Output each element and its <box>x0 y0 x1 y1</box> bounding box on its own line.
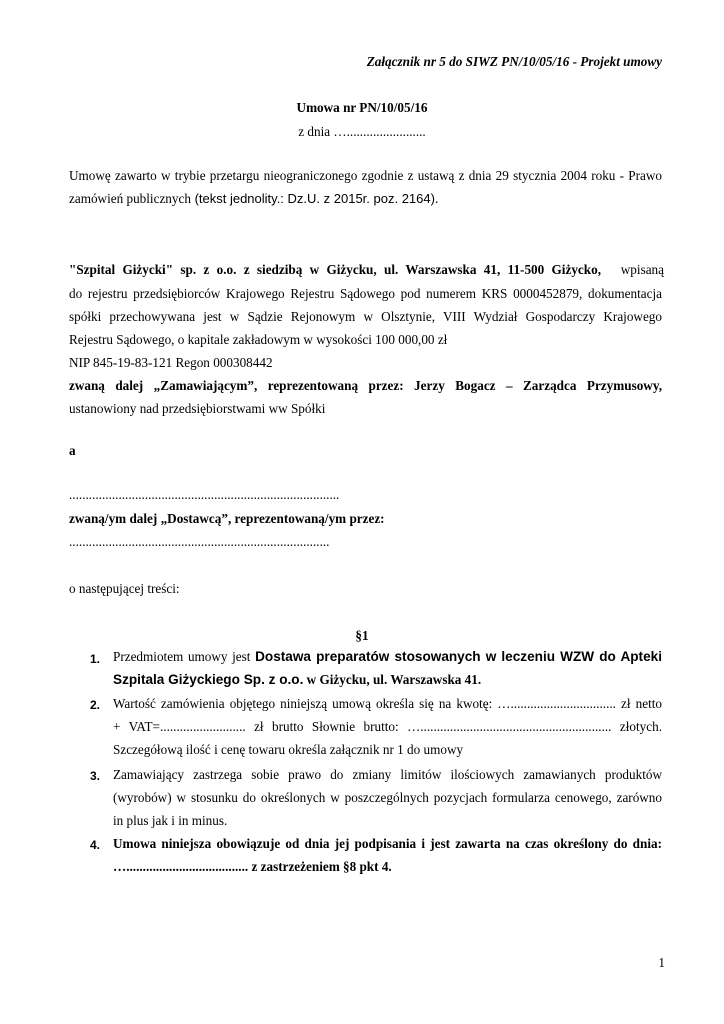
item-1-number: 1. <box>90 652 101 666</box>
party1-nip-regon: NIP 845-19-83-121 Regon 000308442 <box>69 355 273 370</box>
item-3-line-3: in plus jak i in minus. <box>113 813 228 828</box>
item-1-line-2: Szpitala Giżyckiego Sp. z o.o. w Giżycku, ul. Warszawska 41. <box>113 672 482 687</box>
item-3-line-2: (wyrobów) w stosunku do określonych w poszczególnych pozycjach formularza cenowego, zarówno <box>113 790 662 805</box>
item-2-line-1: Wartość zamówienia objętego niniejszą umową określa się na kwotę: …................................ zł netto <box>113 696 662 711</box>
following-content: o następującej treści: <box>69 581 180 596</box>
party1-line-7: ustanowiony nad przedsiębiorstwami ww Spółki <box>69 401 326 416</box>
item-2-line-3: Szczegółową ilość i cenę towaru określa załącznik nr 1 do umowy <box>113 742 464 757</box>
party1-line-4: Rejestru Sądowego, o kapitale zakładowym w wysokości 100 000,00 zł <box>69 332 448 347</box>
item-2-line-2: + VAT=.......................... zł brutto Słownie brutto: ….......................................................... złotych. <box>113 719 662 734</box>
party1-line-3: spółki przechowywana jest w Sądzie Rejonowym w Olsztynie, VIII Wydział Gospodarczy Krajowego <box>69 309 662 324</box>
item-3-line-1: Zamawiający zastrzega sobie prawo do zmiany limitów ilościowych zamawianych produktów <box>113 767 662 782</box>
item-2-number: 2. <box>90 698 101 712</box>
item-4-line-1: Umowa niniejsza obowiązuje od dnia jej podpisania i jest zawarta na czas określony do dnia: <box>113 836 662 851</box>
party2-representative-blank: ............................................................................... <box>69 534 330 549</box>
contract-title: Umowa nr PN/10/05/16 <box>296 100 428 115</box>
contract-date: z dnia …........................ <box>298 124 426 139</box>
party1-line-1: "Szpital Giżycki" sp. z o.o. z siedzibą w Giżycku, ul. Warszawska 41, 11-500 Giżycko, wpisaną <box>69 262 664 277</box>
item-4-line-2: …..................................... z zastrzeżeniem §8 pkt 4. <box>113 859 392 874</box>
conjunction-a: a <box>69 443 76 458</box>
item-4-number: 4. <box>90 838 101 852</box>
intro-line-2: zamówień publicznych (tekst jednolity.: Dz.U. z 2015r. poz. 2164). <box>69 191 439 206</box>
attachment-reference: Załącznik nr 5 do SIWZ PN/10/05/16 - Projekt umowy <box>366 54 662 69</box>
item-3-number: 3. <box>90 769 101 783</box>
page-number: 1 <box>658 955 665 970</box>
party1-line-2: do rejestru przedsiębiorców Krajowego Rejestru Sądowego pod numerem KRS 0000452879, dokumentacja <box>69 286 662 301</box>
party2-name-blank: .................................................................................. <box>69 487 340 502</box>
party1-representation: zwaną dalej „Zamawiającym”, reprezentowaną przez: Jerzy Bogacz – Zarządca Przymusowy, <box>69 378 662 393</box>
section-1-heading: §1 <box>355 628 369 643</box>
item-1-line-1: Przedmiotem umowy jest Dostawa preparatów stosowanych w leczeniu WZW do Apteki <box>113 649 662 664</box>
party2-representation: zwaną/ym dalej „Dostawcą”, reprezentowaną/ym przez: <box>69 511 385 526</box>
intro-line-1: Umowę zawarto w trybie przetargu nieograniczonego zgodnie z ustawą z dnia 29 stycznia 2004 roku - Prawo <box>69 168 662 183</box>
